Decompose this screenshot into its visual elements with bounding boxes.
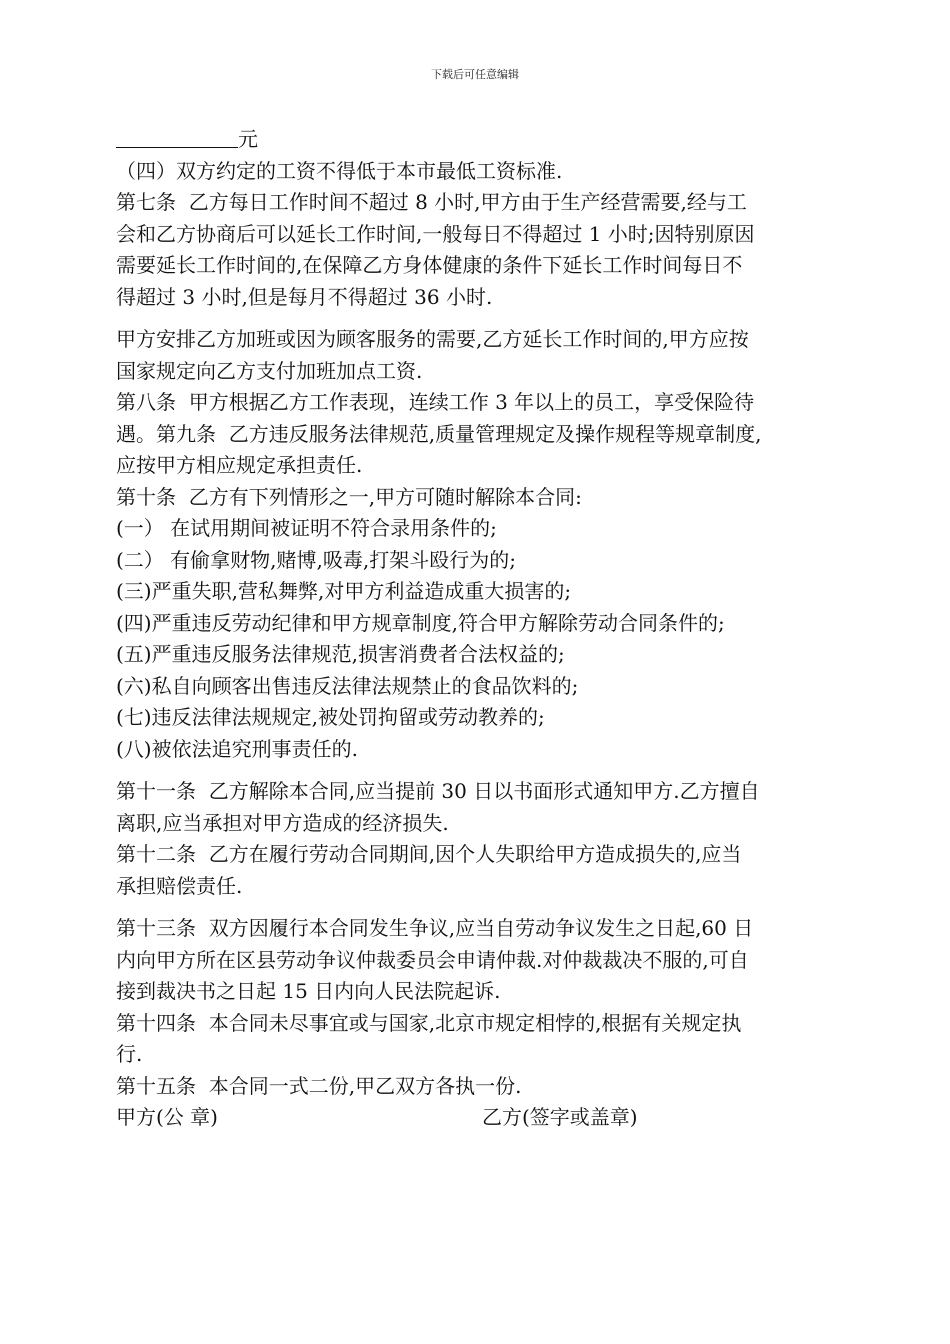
clause-line: 遇。第九条 乙方违反服务法律规范,质量管理规定及操作规程等规章制度, bbox=[116, 421, 762, 446]
list-item: (二） 有偷拿财物,赌博,吸毒,打架斗殴行为的; bbox=[116, 547, 516, 572]
clause-line: 承担赔偿责任. bbox=[116, 873, 243, 898]
clause-line: 内向甲方所在区县劳动争议仲裁委员会申请仲裁.对仲裁裁决不服的,可自 bbox=[116, 947, 749, 972]
blank-underline bbox=[116, 125, 238, 148]
clause-line: 行. bbox=[116, 1042, 143, 1066]
clause-line: 第七条 乙方每日工作时间不超过 8 小时,甲方由于生产经营需要,经与工 bbox=[116, 190, 747, 214]
document-body bbox=[116, 124, 836, 1134]
clause-line: 国家规定向乙方支付加班加点工资. bbox=[116, 358, 423, 383]
list-item: (三)严重失职,营私舞弊,对甲方利益造成重大损害的; bbox=[116, 579, 572, 603]
clause-line: 第十一条 乙方解除本合同,应当提前 30 日以书面形式通知甲方.乙方擅自 bbox=[116, 779, 760, 803]
list-item: (四)严重违反劳动纪律和甲方规章制度,符合甲方解除劳动合同条件的; bbox=[116, 610, 725, 635]
clause-line: 第十二条 乙方在履行劳动合同期间,因个人失职给甲方造成损失的,应当 bbox=[116, 842, 742, 866]
clause-line: 甲方安排乙方加班或因为顾客服务的需要,乙方延长工作时间的,甲方应按 bbox=[116, 327, 749, 351]
clause-line: 离职,应当承担对甲方造成的经济损失. bbox=[116, 810, 449, 835]
list-item: (五)严重违反服务法律规范,损害消费者合法权益的; bbox=[116, 642, 565, 666]
clause-line: 第十四条 本合同未尽事宜或与国家,北京市规定相悖的,根据有关规定执 bbox=[116, 1010, 742, 1035]
clause-line: 第十三条 双方因履行本合同发生争议,应当自劳动争议发生之日起,60 日 bbox=[116, 916, 754, 940]
clause-line: 接到裁决书之日起 15 日内向人民法院起诉. bbox=[116, 979, 501, 1003]
signature-row bbox=[116, 1102, 836, 1134]
clause-line: 第八条 甲方根据乙方工作表现，连续工作 3 年以上的员工，享受保险待 bbox=[116, 390, 755, 414]
clause-line: 会和乙方协商后可以延长工作时间,一般每日不得超过 1 小时;因特别原因 bbox=[116, 221, 755, 246]
list-item: (七)违反法律法规规定,被处罚拘留或劳动教养的; bbox=[116, 705, 545, 729]
clause-line: 应按甲方相应规定承担责任. bbox=[116, 453, 363, 477]
blank-amount-line bbox=[116, 124, 836, 156]
list-item: (一） 在试用期间被证明不符合录用条件的; bbox=[116, 516, 497, 540]
clause-line: 第十条 乙方有下列情形之一,甲方可随时解除本合同: bbox=[116, 484, 582, 509]
blank-suffix: 元 bbox=[238, 127, 258, 151]
clause-line: 得超过 3 小时,但是每月不得超过 36 小时. bbox=[116, 284, 493, 309]
list-item: (六)私自向顾客出售违反法律法规禁止的食品饮料的; bbox=[116, 673, 579, 698]
list-item: (八)被依法追究刑事责任的. bbox=[116, 736, 358, 761]
clause-line: 需要延长工作时间的,在保障乙方身体健康的条件下延长工作时间每日不 bbox=[116, 253, 743, 277]
party-a-signature: 甲方(公 章) bbox=[116, 1105, 218, 1129]
clause-line: 第十五条 本合同一式二份,甲乙双方各执一份. bbox=[116, 1073, 522, 1098]
party-b-signature: 乙方(签字或盖章) bbox=[482, 1105, 638, 1129]
page-header: 下载后可任意编辑 bbox=[431, 68, 519, 81]
clause-line: （四）双方约定的工资不得低于本市最低工资标准. bbox=[116, 158, 563, 183]
